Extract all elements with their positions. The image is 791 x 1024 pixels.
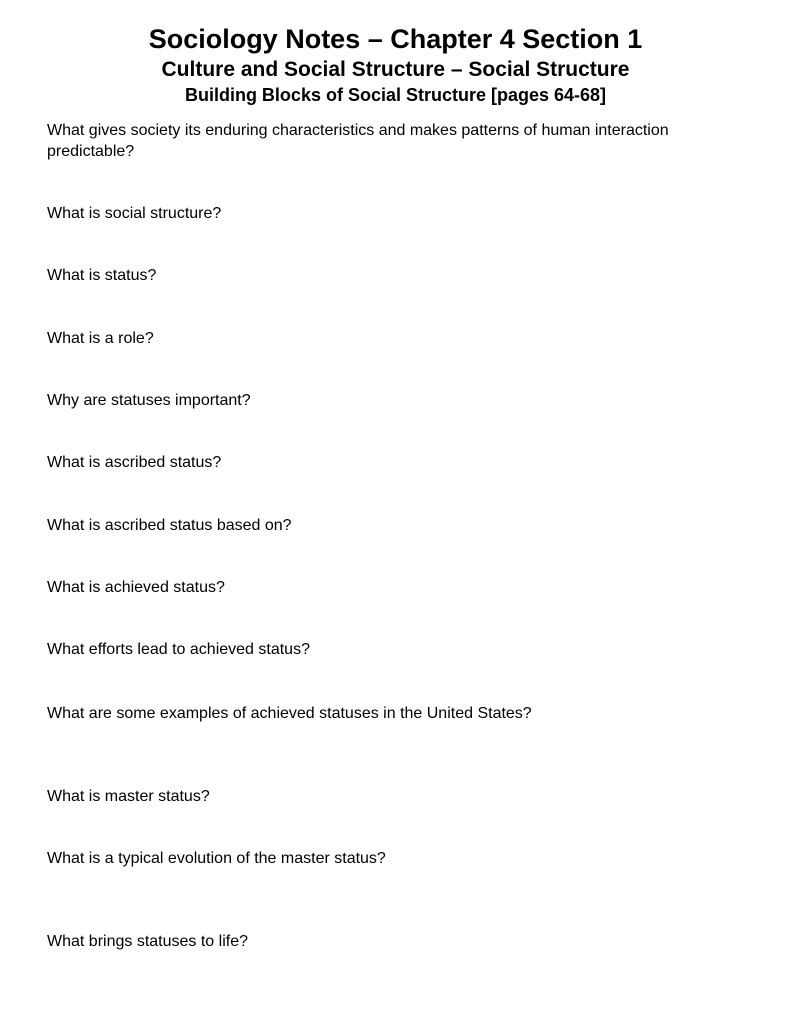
question-status: What is status? [47, 267, 157, 284]
question-role: What is a role? [47, 330, 154, 347]
question-statuses-important: Why are statuses important? [47, 392, 251, 409]
question-ascribed-status: What is ascribed status? [47, 454, 222, 471]
section-heading: Building Blocks of Social Structure [pages 64-68] [184, 85, 607, 105]
page-title: Sociology Notes – Chapter 4 Section 1 [148, 24, 643, 54]
question-social-structure: What is social structure? [47, 205, 222, 222]
question-achieved-status-examples: What are some examples of achieved statuses in the United States? [47, 705, 532, 722]
question-achieved-status: What is achieved status? [47, 579, 225, 596]
question-ascribed-status-based-on: What is ascribed status based on? [47, 517, 292, 534]
page-subtitle: Culture and Social Structure – Social Structure [161, 58, 630, 81]
question-achieved-status-efforts: What efforts lead to achieved status? [47, 641, 310, 658]
question-enduring-characteristics: What gives society its enduring characteristics and makes patterns of human interaction predictable? [47, 122, 669, 160]
question-statuses-to-life: What brings statuses to life? [47, 933, 248, 950]
question-master-status-evolution: What is a typical evolution of the master status? [47, 850, 386, 867]
question-master-status: What is master status? [47, 788, 210, 805]
